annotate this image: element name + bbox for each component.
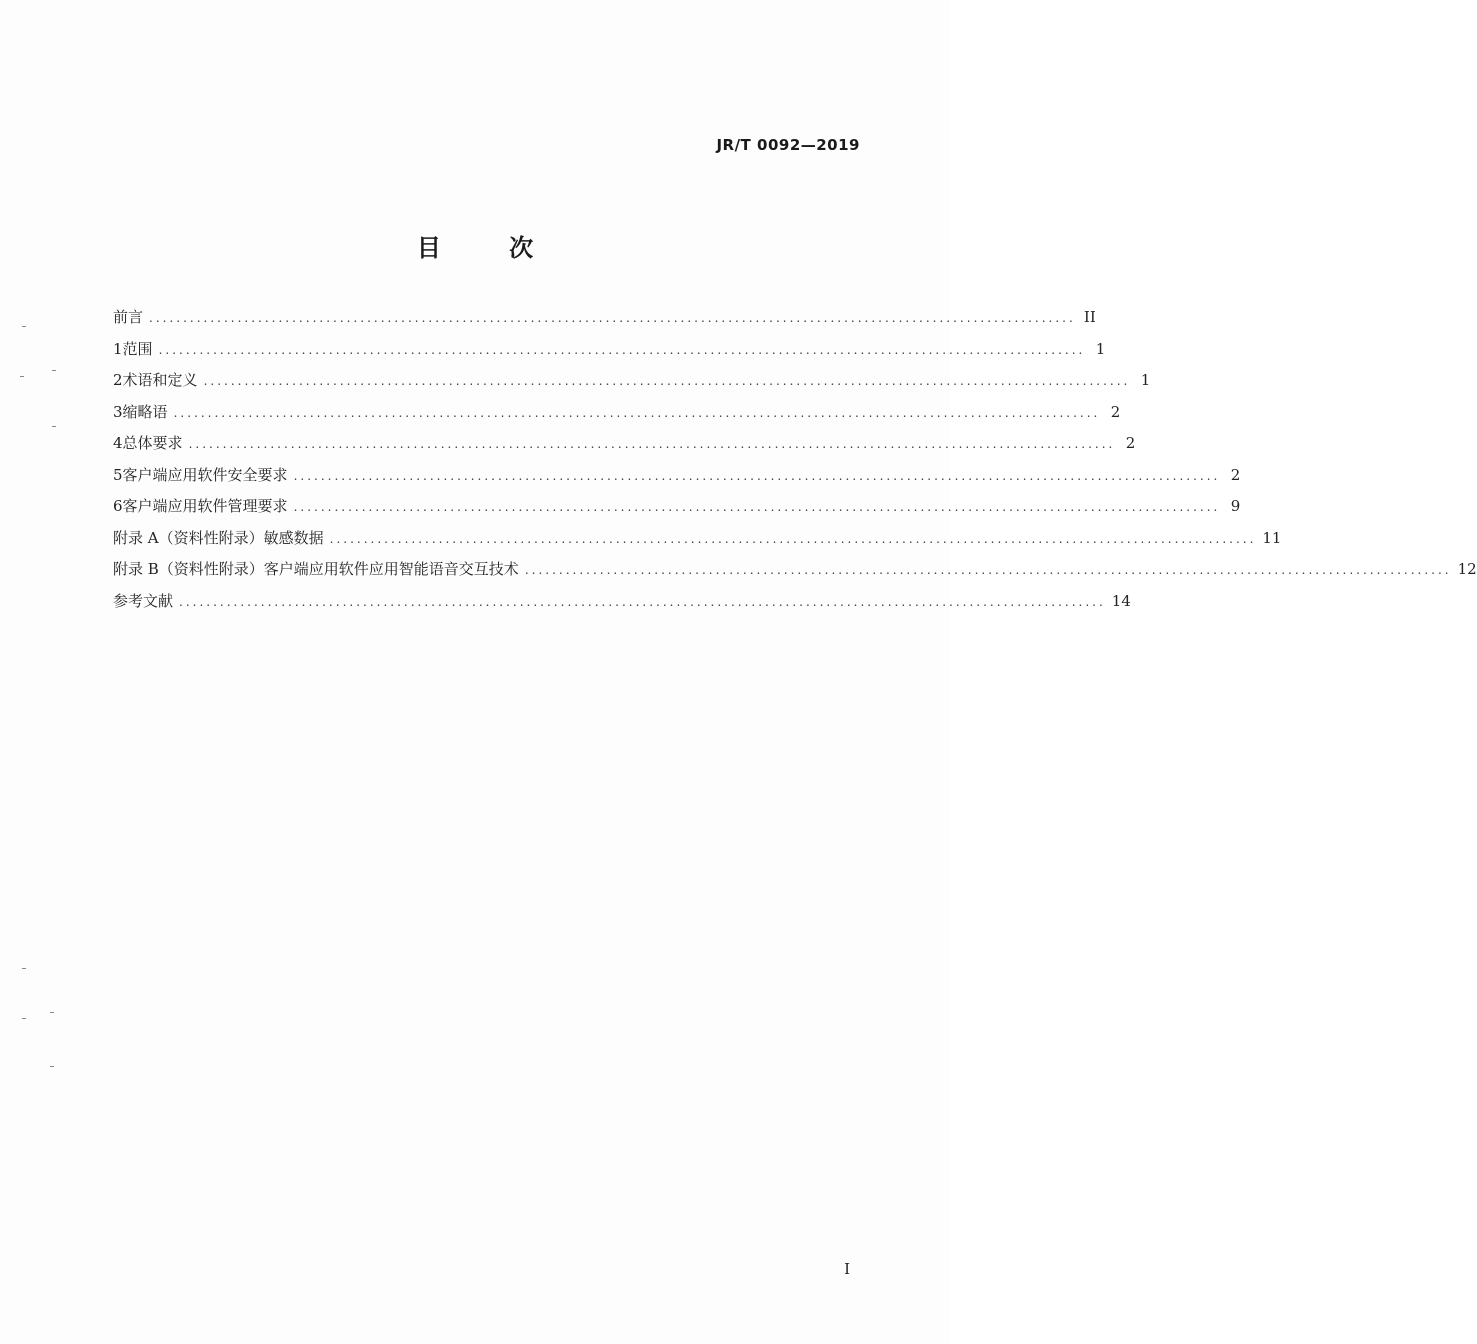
toc-entry-label: 范围 xyxy=(122,339,153,358)
toc-leader-dots: ........................................................................................................................................ xyxy=(293,468,1221,483)
scan-speck xyxy=(22,326,26,327)
toc-entry-number: 4 xyxy=(113,434,123,452)
toc-entry-number: 3 xyxy=(113,402,123,421)
toc-entry-number: 1 xyxy=(113,339,123,358)
toc-entry-references[interactable] xyxy=(113,590,1131,622)
toc-leader-dots: ........................................................................................................................................ xyxy=(524,563,1452,577)
toc-entry-label: 术语和定义 xyxy=(122,371,198,389)
toc-entry-page: 2 xyxy=(1110,402,1121,421)
scan-speck xyxy=(50,1012,54,1013)
toc-entry-label: 缩略语 xyxy=(122,402,168,421)
toc-entry-label: 参考文献 xyxy=(113,591,174,610)
toc-entry-page: 2 xyxy=(1125,434,1136,452)
toc-entry-page: 9 xyxy=(1230,497,1241,515)
toc-entry-page: 2 xyxy=(1230,465,1241,484)
toc-entry-page: 12 xyxy=(1457,560,1477,578)
toc-entry-terms[interactable] xyxy=(113,369,1151,401)
scan-speck xyxy=(22,968,26,969)
scan-speck xyxy=(22,1018,26,1019)
toc-leader-dots: ........................................................................................................................................ xyxy=(173,405,1101,420)
toc-leader-dots: ........................................................................................................................................ xyxy=(149,311,1076,325)
toc-entry-page: II xyxy=(1083,308,1096,326)
toc-leader-dots: ........................................................................................................................................ xyxy=(158,342,1086,357)
toc-leader-dots: ........................................................................................................................................ xyxy=(203,374,1131,388)
toc-entry-subtitle: 敏感数据 xyxy=(263,528,324,547)
toc-title: 目 次 xyxy=(416,234,564,262)
toc-entry-page: 14 xyxy=(1111,591,1131,610)
table-of-contents xyxy=(113,306,1477,621)
toc-entry-label: 附录 B（资料性附录） xyxy=(113,560,264,578)
toc-entry-appendix-a[interactable] xyxy=(113,527,1282,559)
toc-entry-number: 6 xyxy=(113,497,123,515)
toc-entry-label: 总体要求 xyxy=(122,434,183,452)
toc-entry-label: 前言 xyxy=(113,308,144,326)
scan-speck xyxy=(52,426,56,427)
toc-leader-dots: ........................................................................................................................................ xyxy=(293,500,1221,514)
toc-entry-foreword[interactable] xyxy=(113,306,1096,338)
toc-entry-number: 5 xyxy=(113,465,123,484)
document-code: JR/T 0092—2019 xyxy=(716,136,860,154)
toc-entry-label: 客户端应用软件安全要求 xyxy=(122,465,288,484)
toc-entry-label: 附录 A（资料性附录） xyxy=(113,528,264,547)
scan-speck xyxy=(50,1066,54,1067)
toc-entry-appendix-b[interactable] xyxy=(113,558,1477,590)
scan-speck xyxy=(20,376,24,377)
toc-entry-page: 1 xyxy=(1095,339,1106,358)
scan-speck xyxy=(52,370,56,371)
toc-leader-dots: ........................................................................................................................................ xyxy=(188,437,1116,451)
toc-entry-scope[interactable] xyxy=(113,338,1106,370)
toc-entry-general-requirements[interactable] xyxy=(113,432,1136,464)
toc-entry-management-requirements[interactable] xyxy=(113,495,1241,527)
toc-entry-security-requirements[interactable] xyxy=(113,464,1241,496)
toc-entry-number: 2 xyxy=(113,371,123,389)
toc-leader-dots: ........................................................................................................................................ xyxy=(179,594,1106,609)
toc-entry-label: 客户端应用软件管理要求 xyxy=(122,497,288,515)
toc-leader-dots: ........................................................................................................................................ xyxy=(329,531,1257,546)
toc-entry-subtitle: 客户端应用软件应用智能语音交互技术 xyxy=(263,560,519,578)
toc-entry-page: 11 xyxy=(1262,528,1282,547)
toc-entry-abbreviations[interactable] xyxy=(113,401,1121,433)
page-number: I xyxy=(844,1260,850,1278)
toc-entry-page: 1 xyxy=(1140,371,1151,389)
